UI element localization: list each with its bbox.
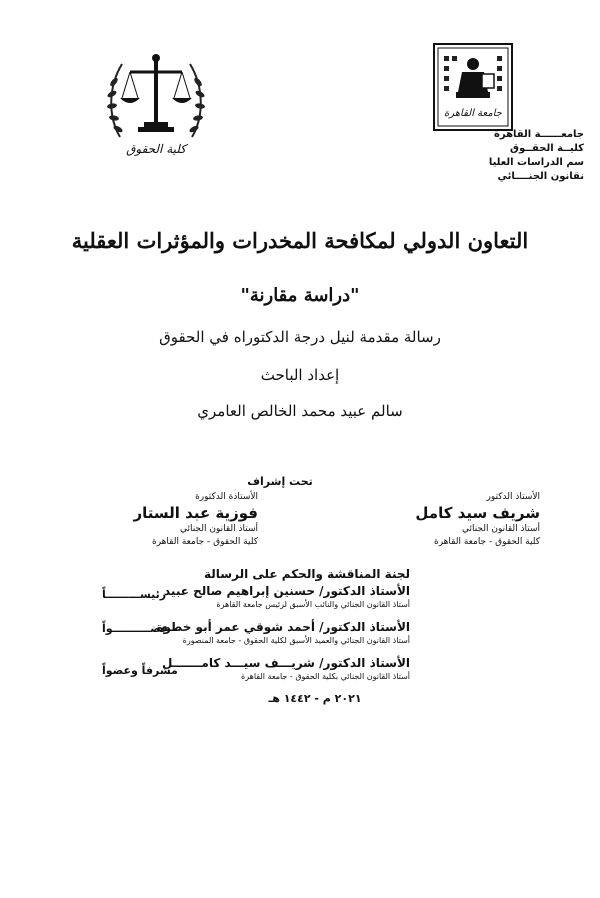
- supervisor-2-affiliation: كلية الحقوق - جامعة القاهرة: [152, 537, 258, 547]
- degree-statement: رسالة مقدمة لنيل درجة الدكتوراه في الحقوق: [159, 328, 441, 346]
- supervisor-1-affiliation: كلية الحقوق - جامعة القاهرة: [434, 537, 540, 547]
- committee-member-role: مشرفاً وعضواً: [102, 664, 178, 677]
- institution-block: [489, 128, 584, 184]
- university-name: جامعــــــة القاهرة: [493, 129, 584, 140]
- committee-member-description: أستاذ القانون الجنائي والعميد الأسبق لكلية الحقوق - جامعة المنصورة: [182, 636, 410, 645]
- committee-member-name: الأستاذ الدكتور/ حسنين إبراهيم صالح عبيد: [163, 584, 410, 598]
- supervisor-2-position: أستاذ القانون الجنائي: [179, 524, 258, 534]
- supervision-label: تحت إشراف: [247, 475, 313, 488]
- supervisor-1-name: شريف سيد كامل: [415, 504, 540, 522]
- faculty-name: كليــة الحقــوق: [510, 143, 584, 154]
- prepared-by-label: إعداد الباحث: [260, 366, 340, 384]
- section-name: نقانون الجنــــائي: [497, 171, 584, 182]
- committee-member-role: عضــــــــــواً: [102, 622, 169, 635]
- researcher-name: سالم عبيد محمد الخالص العامري: [197, 402, 403, 420]
- committee-member-description: أستاذ القانون الجنائي بكلية الحقوق - جامعة القاهرة: [241, 672, 410, 681]
- committee-member-name: الأستاذ الدكتور/ أحمد شوقي عمر أبو خطوة: [156, 620, 410, 634]
- faculty-logo-caption: كلية الحقوق: [126, 142, 186, 156]
- committee-member-description: أستاذ القانون الجنائي والنائب الأسبق لرئيس جامعة القاهرة: [216, 600, 410, 609]
- committee-member-name: الأستاذ الدكتور/ شريـــف سيـــد كامـــــــل: [161, 656, 410, 670]
- supervisor-1-position: أستاذ القانون الجنائي: [461, 524, 540, 534]
- thesis-subtitle: "دراسة مقارنة": [240, 285, 360, 306]
- committee-member-role: رئيســـــــــاً: [102, 588, 167, 601]
- supervisor-2-name: فوزية عبد الستار: [133, 504, 258, 522]
- thesis-date: ٢٠٢١ م - ١٤٤٢ هـ: [268, 692, 362, 705]
- university-logo-caption: جامعة القاهرة: [444, 108, 502, 119]
- committee-label: لجنة المناقشة والحكم على الرسالة: [204, 567, 410, 581]
- supervisor-2-title: الأستاذة الدكتورة: [195, 492, 258, 502]
- supervisor-2: [58, 492, 258, 547]
- cairo-university-logo: [432, 42, 514, 132]
- supervisor-1: [350, 492, 540, 547]
- faculty-of-law-logo: [100, 42, 212, 160]
- thesis-title: التعاون الدولي لمكافحة المخدرات والمؤثرات العقلية: [71, 228, 529, 253]
- department-name: سم الدراسات العليا: [488, 157, 584, 168]
- supervisor-1-title: الأستاذ الدكتور: [486, 492, 540, 502]
